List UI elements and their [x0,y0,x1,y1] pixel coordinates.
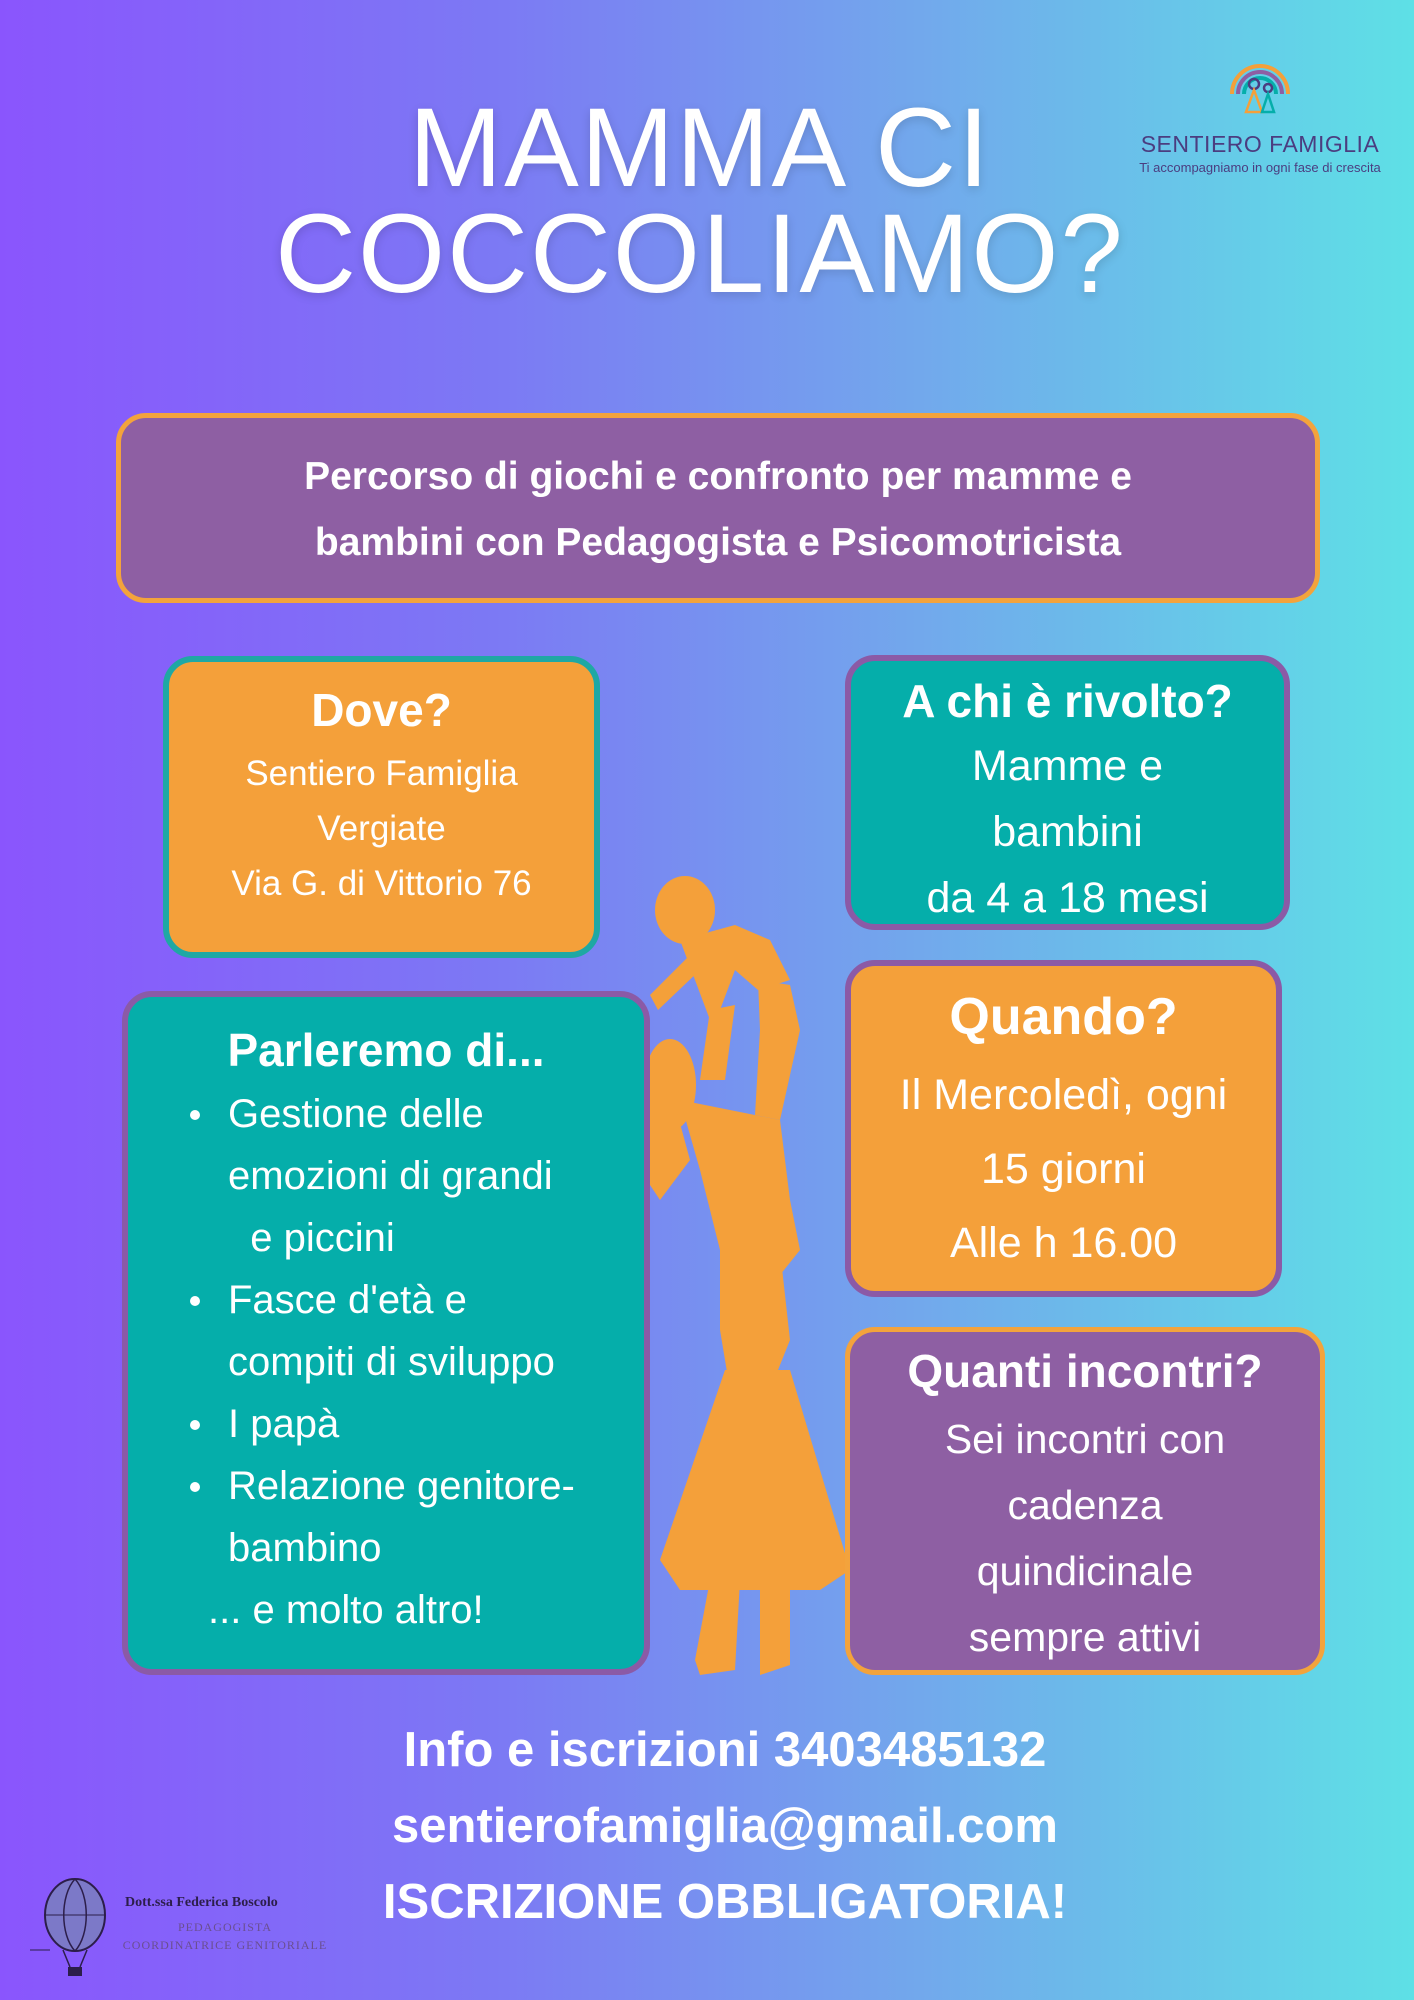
topic-item [228,1455,644,1579]
registration-notice: ISCRIZIONE OBBLIGATORIA! [382,1875,1068,1929]
logo-name: SENTIERO FAMIGLIA [1140,131,1380,157]
topic-line: e piccini [228,1216,395,1260]
mother-child-silhouette-icon [640,870,860,1680]
intro-box [116,413,1320,603]
info-phone: Info e iscrizioni 3403485132 [403,1723,1047,1777]
topic-line: Gestione delle [228,1092,484,1136]
intro-line-2: bambini con Pedagogista e Psicomotricista [314,521,1122,564]
signature-role-1: PEDAGOGISTA [177,1920,273,1934]
location-line: Vergiate [317,809,446,848]
info-email: sentierofamiglia@gmail.com [392,1799,1058,1853]
topic-line: Relazione genitore- [228,1464,575,1508]
intro-line-1: Percorso di giochi e confronto per mamme e [304,455,1132,498]
signature-role-2: COORDINATRICE GENITORIALE [122,1938,328,1952]
topic-line: I papà [228,1402,340,1446]
topic-item [228,1269,644,1393]
sessions-line: Sei incontri con [944,1416,1226,1462]
topics-more: ... e molto altro! [208,1588,484,1632]
audience-line: Mamme e [971,742,1164,790]
location-line: Sentiero Famiglia [245,754,518,793]
audience-heading: A chi è rivolto? [902,675,1233,727]
schedule-details [851,1058,1276,1280]
schedule-box [845,960,1282,1297]
family-circle-logo-icon [1224,50,1296,122]
sessions-line: cadenza [1007,1482,1163,1528]
title-line-2: COCCOLIAMO? [275,191,1125,316]
sessions-heading: Quanti incontri? [907,1345,1263,1397]
poster-title [200,85,1200,316]
sentiero-famiglia-logo [1130,50,1390,175]
topics-heading: Parleremo di... [227,1024,545,1076]
hot-air-balloon-logo-icon [30,1875,120,1980]
topic-line: compiti di sviluppo [228,1340,555,1384]
topic-line: Fasce d'età e [228,1278,467,1322]
schedule-heading: Quando? [949,988,1178,1046]
schedule-line: Alle h 16.00 [949,1219,1178,1267]
title-line-1: MAMMA CI [408,85,992,210]
topic-line: bambino [228,1526,382,1570]
location-details [169,746,594,911]
topic-item [228,1393,644,1455]
topics-list [128,1083,644,1579]
schedule-line: Il Mercoledì, ogni [899,1071,1228,1119]
logo-tagline: Ti accompagniamo in ogni fase di crescita [1139,160,1381,175]
audience-line: da 4 a 18 mesi [926,874,1209,922]
topic-line: emozioni di grandi [228,1154,553,1198]
sessions-line: quindicinale [976,1548,1194,1594]
audience-line: bambini [992,808,1143,856]
location-heading: Dove? [311,684,452,736]
sessions-line: sempre attivi [968,1614,1202,1660]
schedule-line: 15 giorni [981,1145,1146,1193]
location-line: Via G. di Vittorio 76 [231,864,532,903]
topic-item [228,1083,644,1269]
location-box [163,656,600,958]
audience-details [851,733,1284,931]
sessions-details [850,1406,1320,1670]
topics-box [122,991,650,1675]
signature-name: Dott.ssa Federica Boscolo [125,1895,278,1910]
audience-box [845,655,1290,930]
sessions-box [845,1327,1325,1675]
